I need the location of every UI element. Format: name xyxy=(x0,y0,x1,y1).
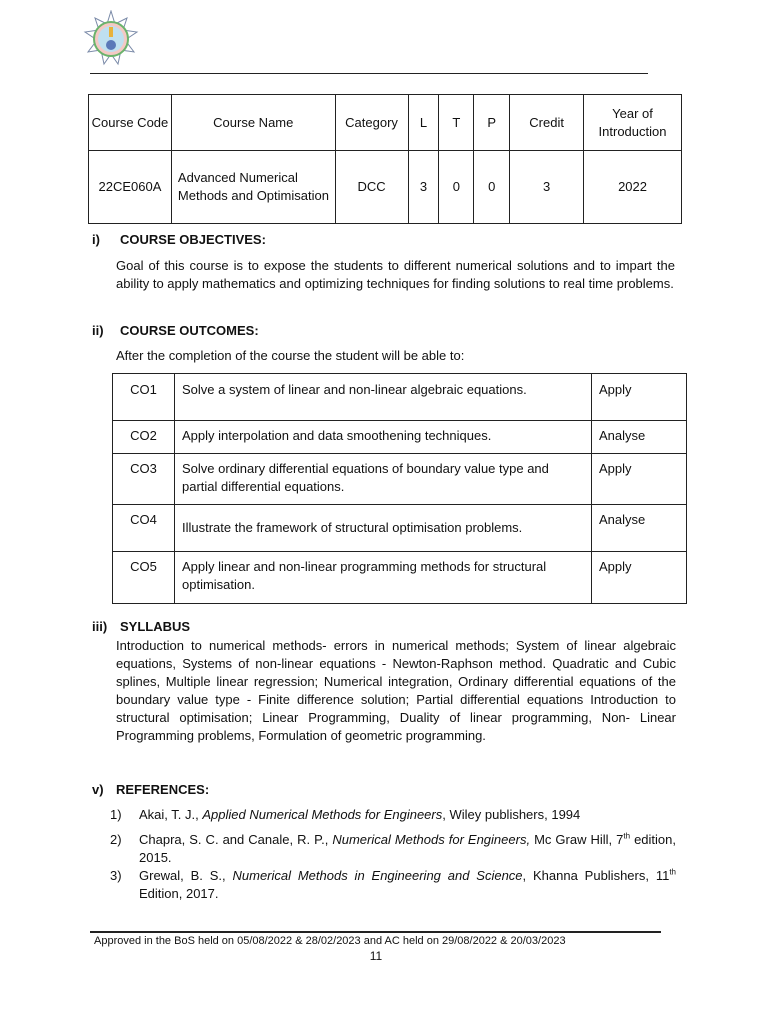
header-credit: Credit xyxy=(510,95,584,151)
header-l: L xyxy=(408,95,439,151)
reference-superscript: th xyxy=(623,831,631,841)
course-name: Advanced Numerical Methods and Optimisation xyxy=(171,151,335,224)
co-code: CO2 xyxy=(113,421,175,454)
reference-author: Grewal, B. S., xyxy=(139,868,233,883)
reference-edition: edition, 2015. xyxy=(139,832,676,865)
p-value: 0 xyxy=(474,151,510,224)
section-number: i) xyxy=(92,232,100,247)
reference-superscript: th xyxy=(669,867,676,877)
co-description: Apply linear and non-linear programming methods for structural optimisation. xyxy=(175,552,592,604)
co-code: CO1 xyxy=(113,374,175,421)
table-row xyxy=(113,505,687,552)
co-description: Solve a system of linear and non-linear algebraic equations. xyxy=(175,374,592,421)
co-code: CO5 xyxy=(113,552,175,604)
table-row xyxy=(113,454,687,505)
section-number: ii) xyxy=(92,323,104,338)
reference-publisher: Mc Graw Hill, 7 xyxy=(530,832,624,847)
co-level: Analyse xyxy=(592,421,687,454)
section-number: iii) xyxy=(92,619,108,634)
table-row xyxy=(113,421,687,454)
reference-item xyxy=(110,867,676,903)
reference-edition: Edition, 2017. xyxy=(139,886,219,901)
reference-number: 1) xyxy=(110,807,122,822)
reference-number: 3) xyxy=(110,868,122,883)
table-row xyxy=(113,552,687,604)
reference-title: Numerical Methods for Engineers, xyxy=(332,832,531,847)
year: 2022 xyxy=(584,151,682,224)
co-description: Apply interpolation and data smoothening techniques. xyxy=(175,421,592,454)
header-category: Category xyxy=(335,95,408,151)
course-table xyxy=(88,94,682,224)
reference-item xyxy=(110,831,676,867)
section-title: SYLLABUS xyxy=(120,619,191,634)
co-level: Analyse xyxy=(592,505,687,552)
references-heading xyxy=(92,782,209,797)
outcomes-table xyxy=(112,373,687,604)
credit: 3 xyxy=(510,151,584,224)
syllabus-text: Introduction to numerical methods- errors in numerical methods; System of linear algebraic equations, Systems of non-linear equations - Newton-Raphson method. Quadratic and Cubic splines, Multiple linear regression; Numerical integration, Ordinary differential equations of the boundary value type - Finite difference solution; Partial differential equations Introduction to structural optimisation; Linear Programming, Duality of linear programming, Non- Linear Programming problems, Formulation of geometric programming. xyxy=(116,638,676,743)
section-title: COURSE OUTCOMES: xyxy=(120,323,259,338)
co-level: Apply xyxy=(592,454,687,505)
header-p: P xyxy=(474,95,510,151)
reference-item xyxy=(110,806,676,824)
co-level: Apply xyxy=(592,374,687,421)
co-code: CO3 xyxy=(113,454,175,505)
co-description: Solve ordinary differential equations of boundary value type and partial differential equations. xyxy=(175,454,592,505)
reference-title: Numerical Methods in Engineering and Science xyxy=(232,868,523,883)
objectives-text: Goal of this course is to expose the students to different numerical solutions and to impart the ability to apply mathematics and optimizing techniques for finding solutions to real time problems. xyxy=(116,258,675,291)
l-value: 3 xyxy=(408,151,439,224)
footer-rule xyxy=(90,931,661,933)
institution-logo xyxy=(82,10,140,68)
header-rule xyxy=(90,73,648,74)
reference-number: 2) xyxy=(110,832,122,847)
section-title: REFERENCES: xyxy=(116,782,210,797)
section-title: COURSE OBJECTIVES: xyxy=(120,232,266,247)
header-t: T xyxy=(439,95,474,151)
co-code: CO4 xyxy=(113,505,175,552)
co-description: Illustrate the framework of structural optimisation problems. xyxy=(175,505,592,552)
header-course-name: Course Name xyxy=(171,95,335,151)
table-row xyxy=(113,374,687,421)
category: DCC xyxy=(335,151,408,224)
section-number: v) xyxy=(92,782,104,797)
reference-publisher: , Wiley publishers, 1994 xyxy=(442,807,581,822)
reference-author: Akai, T. J., xyxy=(139,807,203,822)
page-number: 11 xyxy=(369,949,383,963)
header-year: Year of Introduction xyxy=(584,95,682,151)
reference-publisher: , Khanna Publishers, 11 xyxy=(522,868,670,883)
co-level: Apply xyxy=(592,552,687,604)
reference-title: Applied Numerical Methods for Engineers xyxy=(202,807,443,822)
t-value: 0 xyxy=(439,151,474,224)
outcomes-intro: After the completion of the course the student will be able to: xyxy=(116,348,465,363)
outcomes-heading xyxy=(92,323,259,338)
reference-author: Chapra, S. C. and Canale, R. P., xyxy=(139,832,333,847)
footer-approval: Approved in the BoS held on 05/08/2022 & 28/02/2023 and AC held on 29/08/2022 & 20/03/2023 xyxy=(94,935,566,947)
header-course-code: Course Code xyxy=(89,95,172,151)
syllabus-heading xyxy=(92,619,190,634)
objectives-heading xyxy=(92,232,266,247)
course-code: 22CE060A xyxy=(89,151,172,224)
